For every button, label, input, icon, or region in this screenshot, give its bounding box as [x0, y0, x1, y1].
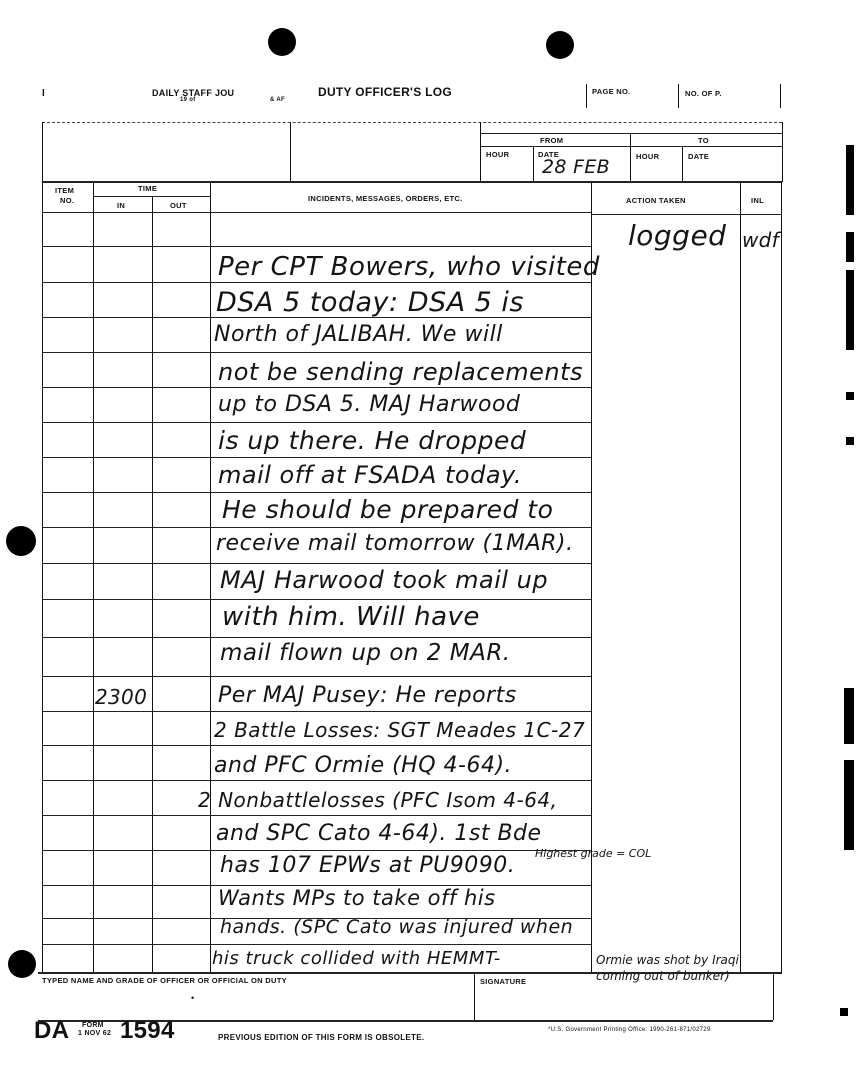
edge-mark	[846, 437, 854, 445]
typed-name-label: TYPED NAME AND GRADE OF OFFICER OR OFFICIAL ON DUTY	[42, 976, 287, 985]
edge-mark	[846, 392, 854, 400]
footer-right-edge	[773, 972, 774, 1020]
edge-mark	[846, 145, 854, 215]
header-divider	[42, 122, 43, 182]
table-top-rule	[42, 181, 782, 183]
entry-1-line-6: is up there. He dropped	[218, 426, 527, 455]
table-row-rule	[42, 422, 591, 423]
table-row-rule	[42, 527, 591, 528]
signature-label: SIGNATURE	[480, 977, 527, 986]
entry-1-initials: wdf	[742, 228, 779, 252]
entry-1-line-9: receive mail tomorrow (1MAR).	[216, 531, 574, 556]
no-of-pages-label: NO. OF P.	[685, 89, 722, 98]
form-title-mark: I	[42, 88, 46, 99]
table-row-rule	[42, 457, 591, 458]
entry-2-line-6: has 107 EPWs at PU9090.	[220, 853, 516, 878]
form-title-right: DUTY OFFICER'S LOG	[318, 85, 453, 99]
col-line-item	[93, 181, 94, 973]
typed-name-dot: •	[191, 993, 195, 1003]
punch-hole-left-bottom	[8, 950, 36, 978]
in-label: IN	[117, 201, 126, 210]
table-row-rule	[42, 282, 591, 283]
entry-2-line-7: Wants MPs to take off his	[218, 886, 496, 910]
entry-1-line-10: MAJ Harwood took mail up	[220, 566, 549, 594]
entry-1-line-3: North of JALIBAH. We will	[214, 322, 503, 347]
header-bottom-rule	[42, 212, 591, 213]
header-divider	[290, 122, 291, 182]
entry-2-line-4: 2 Nonbattlelosses (PFC Isom 4-64,	[198, 788, 558, 812]
punch-hole-left-middle	[6, 526, 36, 556]
no-label: NO.	[60, 196, 75, 205]
form-prefix: DA	[34, 1017, 70, 1044]
col-line-right	[781, 181, 782, 973]
entry-1-line-7: mail off at FSADA today.	[218, 461, 522, 489]
entry-2-line-1: Per MAJ Pusey: He reports	[218, 683, 517, 708]
entry-1-line-11: with him. Will have	[222, 602, 480, 632]
table-row-rule	[42, 492, 591, 493]
table-row-rule	[42, 711, 591, 712]
table-row-rule	[42, 599, 591, 600]
entry-2-margin-note: Highest grade = COL	[535, 847, 652, 860]
entry-1-line-2: DSA 5 today: DSA 5 is	[216, 287, 525, 318]
entry-1-action: logged	[628, 219, 727, 252]
table-row-rule	[42, 815, 591, 816]
page-no-label: PAGE NO.	[592, 87, 631, 96]
footer-divider	[474, 972, 475, 1020]
period-from-label: FROM	[540, 136, 564, 145]
form-date: 1 NOV 62	[78, 1030, 112, 1037]
table-row-rule	[42, 637, 591, 638]
to-date-label: DATE	[688, 152, 710, 161]
header-divider	[480, 122, 481, 182]
period-divider	[533, 146, 534, 182]
incidents-label: INCIDENTS, MESSAGES, ORDERS, ETC.	[308, 194, 463, 203]
header-divider	[782, 122, 783, 182]
entry-1-line-4: not be sending replacements	[218, 358, 583, 386]
form-number: 1594	[120, 1017, 175, 1044]
header-rule	[42, 122, 782, 123]
entry-1-line-5: up to DSA 5. MAJ Harwood	[218, 392, 521, 417]
time-rule	[93, 196, 210, 197]
edge-mark	[844, 760, 854, 850]
entry-2-line-3: and PFC Ormie (HQ 4-64).	[214, 753, 513, 778]
page-box-divider	[678, 84, 679, 108]
from-date-value: 28 FEB	[542, 156, 610, 178]
table-row-rule	[42, 850, 591, 851]
page-box-divider	[586, 84, 587, 108]
time-label: TIME	[138, 184, 158, 193]
table-row-rule	[42, 676, 591, 677]
table-row-rule	[42, 387, 591, 388]
col-line-left	[42, 181, 43, 973]
col-line-in	[152, 197, 153, 973]
entry-2-line-8: hands. (SPC Cato was injured when	[220, 916, 574, 938]
action-header-rule	[591, 214, 781, 215]
entry-1-line-1: Per CPT Bowers, who visited	[218, 252, 600, 282]
table-row-rule	[42, 352, 591, 353]
entry-2-time-in: 2300	[95, 685, 148, 709]
col-line-action	[740, 181, 741, 973]
period-rule	[480, 146, 782, 147]
edge-mark	[840, 1008, 848, 1016]
table-row-rule	[42, 745, 591, 746]
period-rule	[480, 133, 782, 134]
form-title-left-sub2: & AF	[270, 97, 285, 103]
to-hour-label: HOUR	[636, 152, 660, 161]
edge-mark	[844, 688, 854, 744]
entry-2-action: Ormie was shot by Iraqi coming out of bunker)	[596, 953, 739, 984]
punch-hole-top-left	[268, 28, 296, 56]
form-word: FORM	[82, 1022, 104, 1029]
table-row-rule	[42, 246, 591, 247]
form-title-left: DAILY STAFF JOU	[152, 88, 235, 98]
edge-mark	[846, 232, 854, 262]
period-to-label: TO	[698, 136, 709, 145]
initials-label: INL	[751, 196, 764, 205]
page-box-divider	[780, 84, 781, 108]
out-label: OUT	[170, 201, 187, 210]
printing-office-note: *U.S. Government Printing Office: 1990-261-871/02729	[548, 1027, 711, 1033]
form-title-left-sub: 19 of	[180, 97, 196, 103]
entry-2-line-5: and SPC Cato 4-64). 1st Bde	[216, 821, 542, 846]
previous-edition-note: PREVIOUS EDITION OF THIS FORM IS OBSOLETE.	[218, 1033, 425, 1042]
table-row-rule	[42, 944, 591, 945]
table-row-rule	[42, 563, 591, 564]
entry-2-line-2: 2 Battle Losses: SGT Meades 1C-27	[214, 718, 586, 742]
entry-2-line-9: his truck collided with HEMMT-	[212, 948, 501, 969]
entry-1-line-8: He should be prepared to	[222, 495, 554, 524]
footer-top-rule	[38, 972, 782, 974]
entry-1-line-12: mail flown up on 2 MAR.	[220, 640, 511, 666]
from-date-label: DATE	[538, 150, 560, 159]
action-label: ACTION TAKEN	[626, 196, 686, 205]
period-divider	[630, 134, 631, 182]
punch-hole-top-right	[546, 31, 574, 59]
from-hour-label: HOUR	[486, 150, 510, 159]
table-row-rule	[42, 780, 591, 781]
col-line-out	[210, 181, 211, 973]
edge-mark	[846, 270, 854, 350]
item-label: ITEM	[55, 186, 75, 195]
period-divider	[682, 146, 683, 182]
